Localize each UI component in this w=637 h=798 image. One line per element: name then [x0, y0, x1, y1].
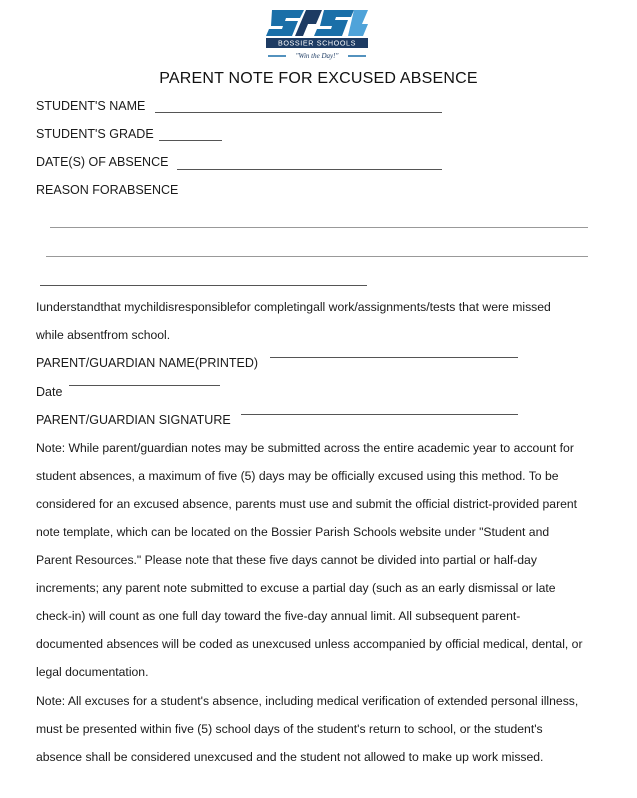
- bossier-schools-logo: [264, 6, 370, 64]
- note-line: legal documentation.: [36, 665, 149, 679]
- note-line: Parent Resources." Please note that these five days cannot be divided into partial or half-day: [36, 553, 537, 567]
- logo-letters: [266, 10, 368, 36]
- note-line: check-in) will count as one full day toward the five-day annual limit. All subsequent parent-: [36, 609, 521, 623]
- student-grade-field[interactable]: [159, 140, 222, 141]
- reason-line-1[interactable]: [50, 227, 588, 228]
- date-field[interactable]: [69, 385, 220, 386]
- guardian-name-field[interactable]: [270, 357, 518, 358]
- reason-line-3[interactable]: [40, 285, 367, 286]
- guardian-name-label: PARENT/GUARDIAN NAME(PRINTED): [36, 356, 259, 370]
- logo-graphic: [264, 6, 370, 64]
- guardian-signature-field[interactable]: [241, 414, 518, 415]
- note-line: increments; any parent note submitted to excuse a partial day (such as an early dismissal or late: [36, 581, 556, 595]
- reason-line-2[interactable]: [46, 256, 588, 257]
- logo-tagline: "Win the Day!": [295, 52, 339, 60]
- note-line: considered for an excused absence, parents must use and submit the official district-provided parent: [36, 497, 578, 511]
- note-line: Note: All excuses for a student's absence, including medical verification of extended personal illness,: [36, 694, 579, 708]
- date-label: Date: [36, 385, 63, 399]
- note-line: student absences, a maximum of five (5) days may be officially excused using this method. To be: [36, 469, 559, 483]
- dates-of-absence-field[interactable]: [177, 169, 442, 170]
- page-title: PARENT NOTE FOR EXCUSED ABSENCE: [159, 70, 478, 87]
- logo-band-text: BOSSIER SCHOOLS: [277, 38, 357, 48]
- student-name-label: STUDENT'S NAME: [36, 99, 146, 113]
- reason-label: REASON FORABSENCE: [36, 183, 179, 197]
- guardian-signature-label: PARENT/GUARDIAN SIGNATURE: [36, 413, 231, 427]
- acknowledgement-line: Iunderstandthat mychildisresponsiblefor completingall work/assignments/tests that were missed: [36, 300, 551, 314]
- acknowledgement-line: while absentfrom school.: [36, 328, 171, 342]
- note-line: must be presented within five (5) school days of the student's return to school, or the student's: [36, 722, 543, 736]
- note-line: Note: While parent/guardian notes may be submitted across the entire academic year to account for: [36, 441, 574, 455]
- note-line: documented absences will be coded as unexcused unless accompanied by official medical, dental, or: [36, 637, 583, 651]
- dates-of-absence-label: DATE(S) OF ABSENCE: [36, 155, 169, 169]
- note-line: absence shall be considered unexcused and the student not allowed to make up work missed.: [36, 750, 544, 764]
- student-name-field[interactable]: [155, 112, 442, 113]
- note-line: note template, which can be located on the Bossier Parish Schools website under "Student and: [36, 525, 550, 539]
- student-grade-label: STUDENT'S GRADE: [36, 127, 154, 141]
